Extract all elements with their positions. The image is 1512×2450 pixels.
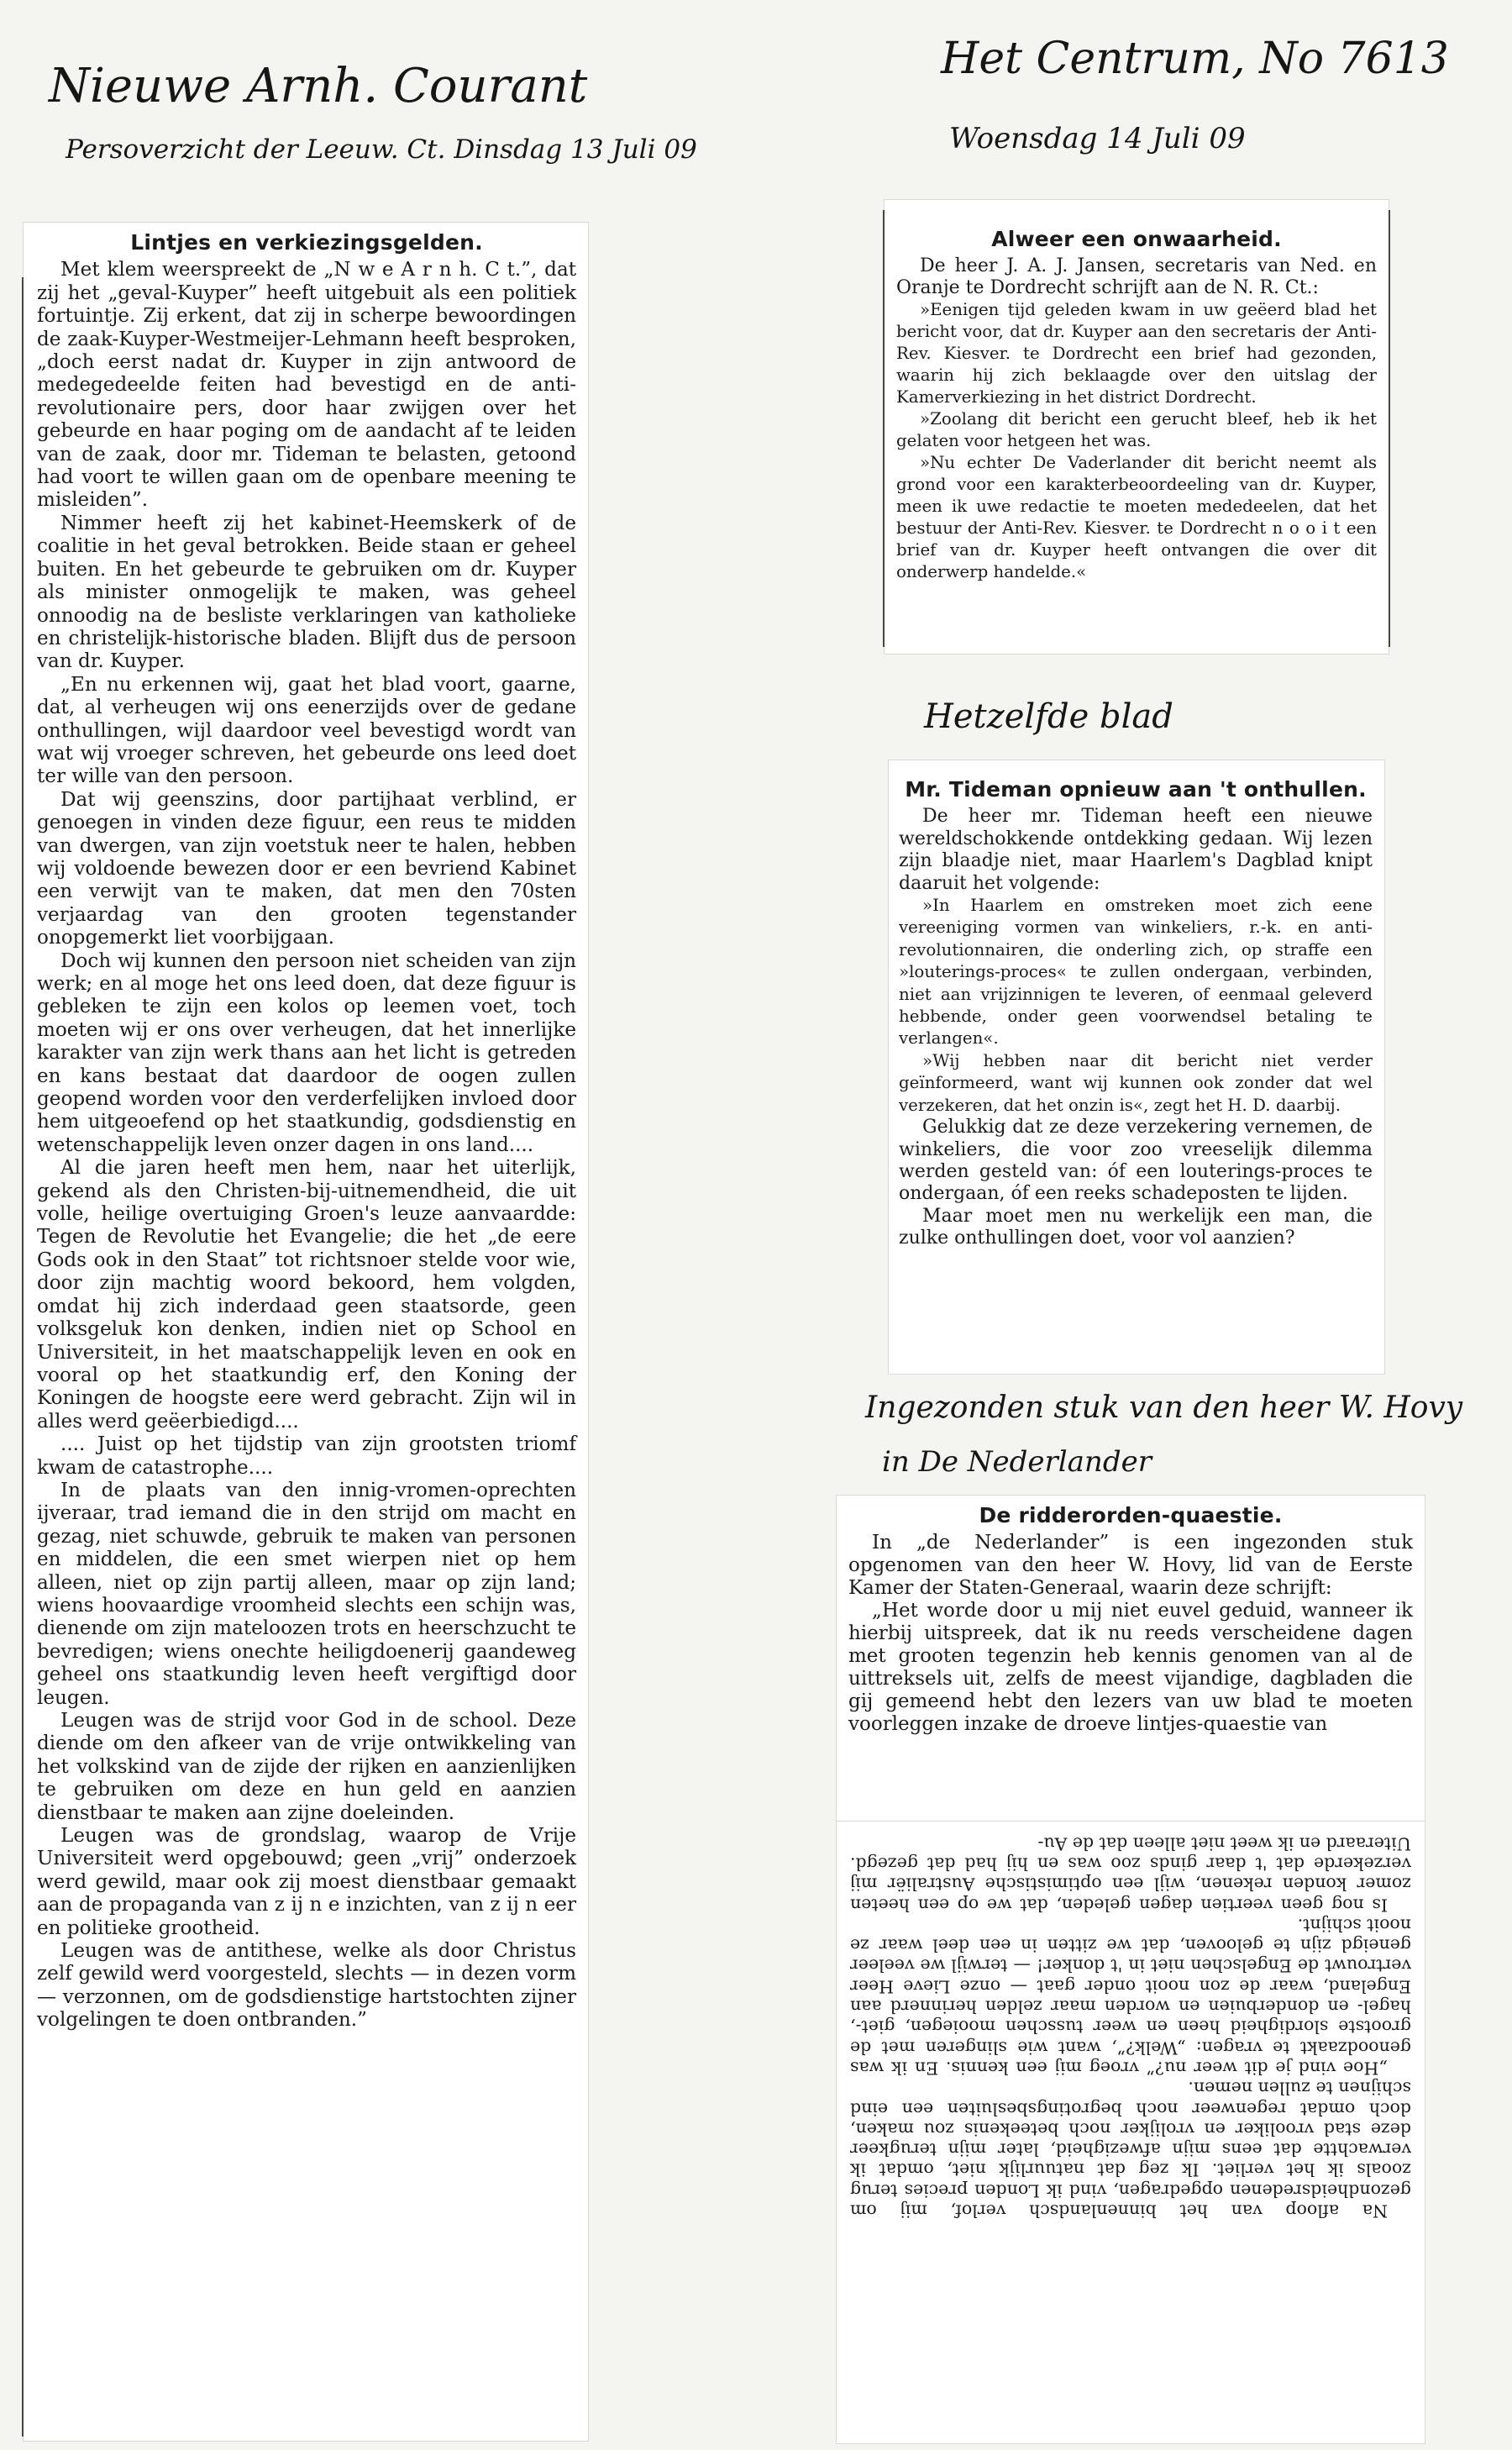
clipping-ridderorden	[837, 1496, 1425, 1857]
date-annotation-right: Woensdag 14 Juli 09	[949, 122, 1246, 155]
clipping-paragraph: Gelukkig dat ze deze verzekering vernemen, de winkeliers, die voor zoo vreeselijk dilemma werden gesteld van: óf een louterings-proces te ondergaan, óf een reeks schadeposten te lijden.	[899, 1117, 1373, 1205]
clipping-paragraph: Met klem weerspreekt de „N w e A r n h. C t.”, dat zij het „geval-Kuyper” heeft uitgebuit als een politiek fortuintje. Zij erkent, dat zij in scherpe bewoordingen de zaak-Kuyper-Westmeijer-Lehmann heeft besproken, „doch eerst nadat dr. Kuyper in zijn antwoord de medegedeelde feiten had bevestigd en de anti-revolutionaire pers, door haar zwijgen over het gebeurde en haar poging om de aandacht af te leiden van de zaak, door mr. Tideman te belasten, getoond had voort te willen gaan om de openbare meening te misleiden”.	[37, 259, 576, 512]
clipping-paragraph: Maar moet men nu werkelijk een man, die zulke onthullingen doet, voor vol aanzien?	[899, 1205, 1373, 1249]
clipping-paragraph: In „de Nederlander” is een ingezonden stuk opgenomen van den heer W. Hovy, lid van de Eerste Kamer der Staten-Generaal, waarin deze schrijft:	[848, 1532, 1413, 1599]
clipping-title: Alweer een onwaarheid.	[991, 227, 1282, 251]
column-rule-right-top-edge	[1389, 210, 1390, 647]
clipping-paragraph: De heer J. A. J. Jansen, secretaris van Ned. en Oranje te Dordrecht schrijft aan de N. R. Ct.:	[896, 255, 1377, 298]
clipping-paragraph: »Nu echter De Vaderlander dit bericht neemt als grond voor een karakterbeoordeeling van dr. Kuyper, meen ik uwe redactie te moeten mededeelen, dat het bestuur der Anti-Rev. Kiesver. te Dordrecht n o o i t een brief van dr. Kuyper heeft ontvangen die over dit onderwerp handelde.«	[896, 453, 1377, 581]
clipping-lintjes	[24, 223, 588, 2441]
clipping-alweer-onwaarheid	[885, 200, 1389, 654]
clipping-paragraph: »Wij hebben naar dit bericht niet verder geïnformeerd, want wij kunnen ook zonder dat wel verzekeren, dat het onzin is«, zegt het H. D. daarbij.	[899, 1050, 1373, 1115]
clipping-paragraph: Leugen was de strijd voor God in de school. Deze diende om den afkeer van de vrije ontwikkeling van het volkskind van de zijde der rijken en aanzienlijken te gebruiken om deze en hun geld en aanzien dienstbaar te maken aan zijne doeleinden.	[37, 1710, 576, 1824]
clipping-paragraph: Na afloop van het binnenlandsch verlof, mij om gezondheidsredenen opgedragen, vind ik Londen precies terug zooals ik het verliet. Ik zeg dat natuurlijk niet, omdat ik verwachtte dat eens mijn afwezigheid, later mijn terugkeer deze stad vrooliker en vrolijker noch beteekenis zou maken, doch omdat regenweer noch begrotingsbesluiten een eind schijnen te zullen nemen.	[850, 2078, 1411, 2221]
clipping-paragraph: „En nu erkennen wij, gaat het blad voort, gaarne, dat, al verheugen wij ons eenerzijds over de gedane onthullingen, wijl daardoor veel bevestigd wordt van wat wij vroeger schreven, het gebeurde ons leed doet ter wille van den persoon.	[37, 673, 576, 788]
clipping-tideman	[889, 760, 1384, 1374]
clipping-title: Mr. Tideman opnieuw aan 't onthullen.	[905, 777, 1367, 802]
clipping-paragraph: »Zoolang dit bericht een gerucht bleef, heb ik het gelaten voor hetgeen het was.	[896, 409, 1377, 450]
clipping-paragraph: Al die jaren heeft men hem, naar het uiterlijk, gekend als den Christen-bij-uitnemendheid, die uit volle, heilige overtuiging Groen's leuze aanvaardde: Tegen de Revolutie het Evangelie; die het „de eere Gods ook in den Staat” tot richtsnoer stelde voor wie, door zijn machtig woord bekoord, hem volgden, omdat hij zich inderdaad geen staatsorde, geen volksgeluk kon denken, indien niet op School en Universiteit, in het maatschappelijk leven en ook en vooral op het staatkundig erf, den Koning der Koningen de hoogste eere werd gebracht. Zijn wil in alles werd geëerbiedigd....	[37, 1157, 576, 1433]
column-rule-left	[22, 277, 24, 2437]
clipping-title: De ridderorden-quaestie.	[979, 1503, 1283, 1527]
clipping-paragraph: Leugen was de antithese, welke als door Christus zelf gewild werd voorgesteld, slechts — in dezen vorm — verzonnen, om de godsdienstige hartstochten zijner volgelingen te doen ontbranden.”	[37, 1940, 576, 2032]
upside-down-text	[850, 1833, 1411, 2221]
clipping-paragraph: »Eenigen tijd geleden kwam in uw geëerd blad het bericht voor, dat dr. Kuyper aan den secretaris der Anti-Rev. Kiesver. te Dordrecht een brief had gezonden, waarin hij zich beklaagde over den uitslag der Kamerverkiezing in het district Dordrecht.	[896, 300, 1377, 407]
source-annotation-right: Het Centrum, No 7613	[941, 34, 1449, 84]
clipping-paragraph: .... Juist op het tijdstip van zijn grootsten triomf kwam de catastrophe....	[37, 1433, 576, 1479]
clipping-paragraph: De heer mr. Tideman heeft een nieuwe wereldschokkende ontdekking gedaan. Wij lezen zijn blaadje niet, maar Haarlem's Dagblad knipt daaruit het volgende:	[899, 806, 1373, 894]
clipping-paragraph: »In Haarlem en omstreken moet zich eene vereeniging vormen van winkeliers, r.-k. en anti-revolutionnairen, die onderling zich, op straffe een »louterings-proces« te zullen ondergaan, verbinden, niet aan vrijzinnigen te leveren, of eenmaal geleverd hebbende, onder geen voorwendsel betaling te verlangen«.	[899, 896, 1373, 1049]
clipping-title: Lintjes en verkiezingsgelden.	[130, 230, 483, 255]
clipping-paragraph: Is nog geen veertien dagen geleden, dat we op een heeten zomer konden rekenen, wijl een optimistische Australiër mij verzekerde dat 't daar ginds zoo was en hij had dat gezegd. Uiteraard en ik weet niet alleen dat de Au-	[850, 1833, 1411, 1916]
clipping-paragraph: „Hoe vind je dit weer nu?” vroeg mij een kennis. En ik was genoodzaakt te vragen: „Welk?”, want wie slingeren met de grootste slordigheid heen en weer tusschen mooiegen, giet-, hagel- en donderbuien en worden maar zelden herinnerd aan Engeland, waar de zon nooit onder gaat — onze Lieve Heer vertrouwt de Engelschen niet in 't donker! — terwijl we veeleer geneigd zijn te gelooven, dat we zitten in een deel waar ze nooit schijnt.	[850, 1915, 1411, 2079]
source-annotation-left: Nieuwe Arnh. Courant	[49, 59, 588, 113]
ingezonden-annotation: Ingezonden stuk van den heer W. Hovy	[865, 1391, 1463, 1425]
date-annotation-left: Persoverzicht der Leeuw. Ct. Dinsdag 13 Juli 09	[66, 134, 697, 165]
clipping-paragraph: Dat wij geenszins, door partijhaat verblind, er genoegen in vinden deze figuur, een reus te midden van dwergen, van zijn voetstuk neer te halen, hebben wij voldoende bewezen door er een bevriend Kabinet een verwijt van te maken, dat men den 70sten verjaardag van den grooten tegenstander onopgemerkt liet voorbijgaan.	[37, 788, 576, 949]
clipping-paragraph: „Het worde door u mij niet euvel geduid, wanneer ik hierbij uitspreek, dat ik nu reeds verscheidene dagen met grooten tegenzin heb kennis genomen van al de uittreksels uit, zelfs de meest vijandige, dagbladen die gij gemeend hebt den lezers van uw blad te moeten voorleggen inzake de droeve lintjes-quaestie van	[848, 1600, 1413, 1735]
clipping-paragraph: Nimmer heeft zij het kabinet-Heemskerk of de coalitie in het geval betrokken. Beide staan er geheel buiten. En het gebeurde te gebruiken om dr. Kuyper als minister onmogelijk te maken, was geheel onnoodig na de besliste verklaringen van katholieke en christelijk-historische bladen. Blijft dus de persoon van dr. Kuyper.	[37, 512, 576, 673]
clipping-paragraph: Leugen was de grondslag, waarop de Vrije Universiteit werd opgebouwd; geen „vrij” onderzoek werd gewild, maar ook zij moest dienstbaar gemaakt aan de propaganda van z ij n e inzichten, van z ij n eer en politieke grootheid.	[37, 1825, 576, 1939]
ingezonden-annotation-2: in De Nederlander	[882, 1445, 1152, 1479]
same-paper-annotation: Hetzelfde blad	[924, 697, 1173, 736]
clipping-upside-down	[837, 1822, 1425, 2443]
clipping-paragraph: Doch wij kunnen den persoon niet scheiden van zijn werk; en al moge het ons leed doen, dat deze figuur is gebleken te zijn een kolos op leemen voet, toch moeten wij er ons over verheugen, dat het innerlijke karakter van zijn werk thans aan het licht is getreden en kans bestaat dat daardoor de oogen zullen geopend worden voor den verderfelijken invloed door hem uitgeoefend op het staatkundig, godsdienstig en wetenschappelijk leven onzer dagen in ons land....	[37, 949, 576, 1156]
clipping-paragraph: In de plaats van den innig-vromen-oprechten ijveraar, trad iemand die in den strijd om macht en gezag, niet schuwde, gebruik te maken van personen en middelen, die een smet wierpen niet op hem alleen, niet op zijn partij alleen, maar op zijn land; wiens hoovaardige vroomheid slechts een schijn was, dienende om zijn mateloozen trots en heerschzucht te bevredigen; wiens onechte heiligdoenerij gaandeweg geheel ons staatkundig leven heeft vergiftigd door leugen.	[37, 1479, 576, 1709]
column-rule-right-top	[883, 210, 885, 647]
